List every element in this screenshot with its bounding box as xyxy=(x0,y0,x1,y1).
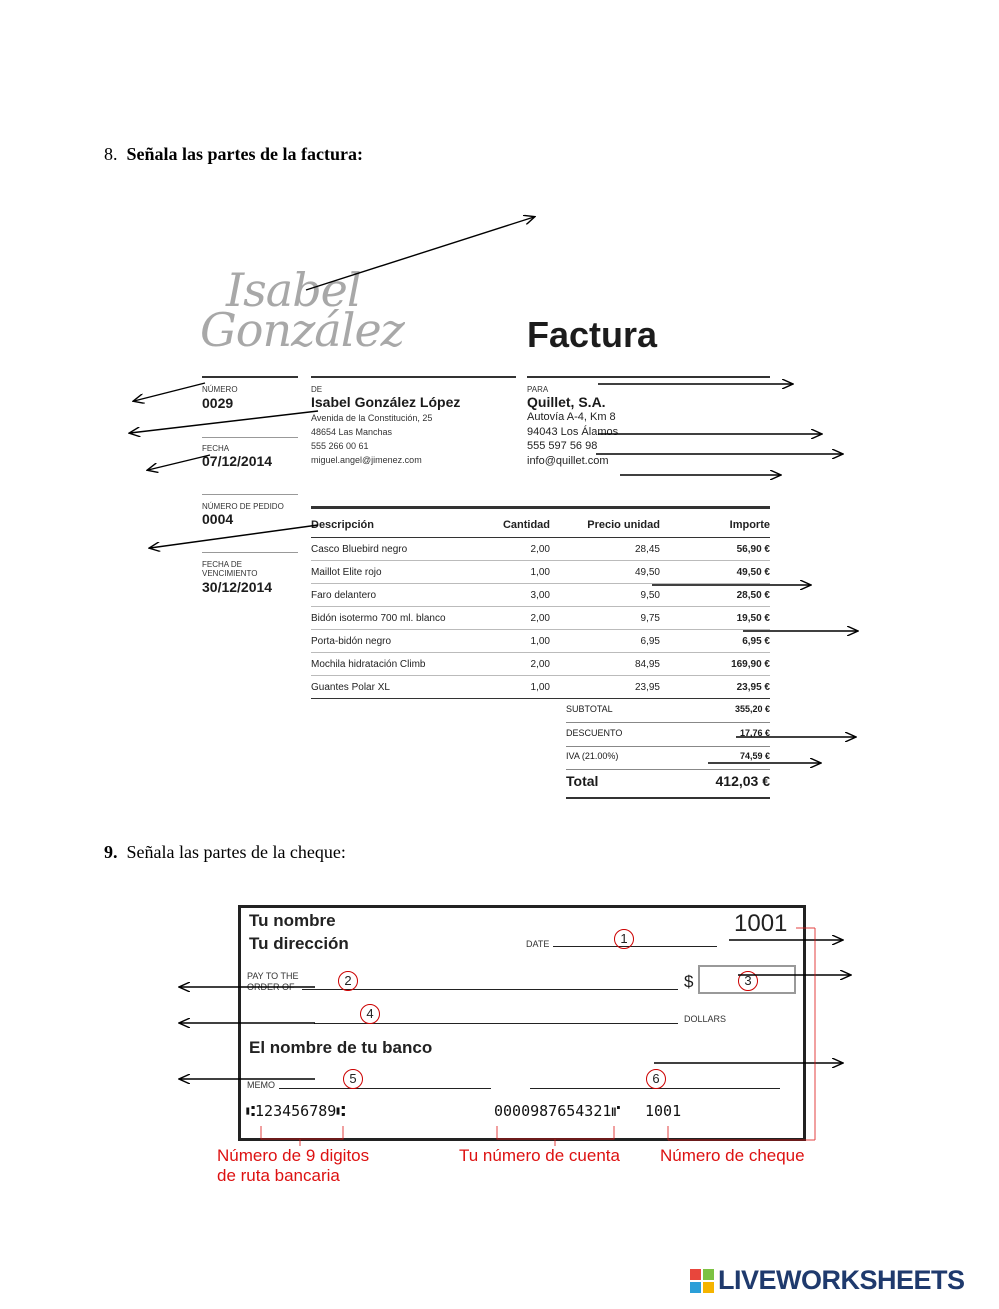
item-quantity: 2,00 xyxy=(460,653,550,676)
column-header: Descripción xyxy=(311,513,460,538)
item-amount: 28,50 € xyxy=(660,584,770,607)
question-number: 9. xyxy=(104,842,118,862)
question-text: Señala las partes de la cheque: xyxy=(126,842,346,862)
cheque-number: 1001 xyxy=(734,910,788,937)
pay-to-label-line: PAY TO THE xyxy=(247,971,299,981)
memo-label: MEMO xyxy=(247,1080,275,1090)
item-unit-price: 9,50 xyxy=(550,584,660,607)
fecha-value: 07/12/2014 xyxy=(202,453,273,469)
dollar-sign: $ xyxy=(684,972,694,991)
item-quantity: 2,00 xyxy=(460,607,550,630)
para-line: Autovía A-4, Km 8 xyxy=(527,411,616,423)
iva-value: 74,59 € xyxy=(739,751,770,761)
logo-line-2: González xyxy=(200,303,404,357)
brand-icon xyxy=(690,1269,714,1293)
item-amount: 19,50 € xyxy=(660,607,770,630)
subtotal-value: 355,20 € xyxy=(734,704,770,714)
item-unit-price: 84,95 xyxy=(550,653,660,676)
pedido-label: NÚMERO DE PEDIDO xyxy=(202,502,284,511)
item-description: Casco Bluebird negro xyxy=(311,538,460,561)
brand-name: LIVEWORKSHEETS xyxy=(718,1265,965,1295)
arrow xyxy=(134,383,205,401)
item-quantity: 2,00 xyxy=(460,538,550,561)
brand-logo xyxy=(690,1265,965,1296)
marker-3: 3 xyxy=(738,971,758,991)
de-name: Isabel González López xyxy=(311,394,461,410)
micr-symbol: ⑆ xyxy=(246,1102,256,1120)
item-quantity: 1,00 xyxy=(460,561,550,584)
check-number-note: Número de cheque xyxy=(660,1146,805,1165)
item-amount: 23,95 € xyxy=(660,676,770,699)
item-quantity: 3,00 xyxy=(460,584,550,607)
routing-note-line: de ruta bancaria xyxy=(217,1166,340,1185)
cheque-address: Tu dirección xyxy=(249,934,349,953)
de-line: 48654 Las Manchas xyxy=(311,427,393,437)
item-description: Porta-bidón negro xyxy=(311,630,460,653)
marker-4: 4 xyxy=(360,1004,380,1024)
marker-6: 6 xyxy=(646,1069,666,1089)
bank-name: El nombre de tu banco xyxy=(249,1038,433,1057)
marker-1: 1 xyxy=(614,929,634,949)
micr-symbol: ⑈ xyxy=(611,1102,621,1120)
arrow xyxy=(150,525,318,548)
para-line: info@quillet.com xyxy=(527,454,609,467)
vencimiento-label-1: FECHA DE xyxy=(202,560,243,569)
date-label: DATE xyxy=(526,939,550,949)
logo-line-1: Isabel xyxy=(226,263,361,317)
item-description: Guantes Polar XL xyxy=(311,676,460,699)
numero-value: 0029 xyxy=(202,395,234,411)
arrow xyxy=(148,455,210,470)
vencimiento-value: 30/12/2014 xyxy=(202,579,273,595)
item-amount: 56,90 € xyxy=(660,538,770,561)
item-amount: 169,90 € xyxy=(660,653,770,676)
item-quantity: 1,00 xyxy=(460,630,550,653)
total-value: 412,03 € xyxy=(715,773,770,789)
vencimiento-label-2: VENCIMIENTO xyxy=(202,569,258,578)
question-number: 8. xyxy=(104,144,118,164)
marker-5: 5 xyxy=(343,1069,363,1089)
account-number: 0000987654321 xyxy=(494,1102,612,1120)
account-note: Tu número de cuenta xyxy=(459,1146,620,1165)
item-quantity: 1,00 xyxy=(460,676,550,699)
item-amount: 49,50 € xyxy=(660,561,770,584)
item-description: Maillot Elite rojo xyxy=(311,561,460,584)
item-unit-price: 6,95 xyxy=(550,630,660,653)
de-line: miguel.angel@jimenez.com xyxy=(311,455,422,465)
item-unit-price: 23,95 xyxy=(550,676,660,699)
para-label: PARA xyxy=(527,385,549,394)
dollars-label: DOLLARS xyxy=(684,1014,727,1024)
fecha-label: FECHA xyxy=(202,444,230,453)
de-label: DE xyxy=(311,385,323,394)
item-description: Bidón isotermo 700 ml. blanco xyxy=(311,607,460,630)
item-unit-price: 28,45 xyxy=(550,538,660,561)
column-header: Precio unidad xyxy=(550,513,660,538)
column-header: Importe xyxy=(660,513,770,538)
descuento-value: 17,76 € xyxy=(739,728,770,738)
cheque-name: Tu nombre xyxy=(249,911,336,930)
subtotal-label: SUBTOTAL xyxy=(566,704,613,714)
account-bracket xyxy=(497,1126,614,1139)
arrow xyxy=(306,217,534,290)
iva-label: IVA (21.00%) xyxy=(566,751,619,761)
de-line: Avenida de la Constitución, 25 xyxy=(311,413,433,423)
numero-label: NÚMERO xyxy=(202,385,238,394)
arrow xyxy=(130,411,318,433)
question-text: Señala las partes de la factura: xyxy=(126,144,363,164)
routing-note-line: Número de 9 digitos xyxy=(217,1146,370,1165)
para-name: Quillet, S.A. xyxy=(527,394,606,410)
routing-bracket xyxy=(261,1126,343,1139)
para-line: 94043 Los Álamos xyxy=(527,425,619,438)
invoice-title: Factura xyxy=(527,314,658,355)
pedido-value: 0004 xyxy=(202,511,234,527)
check-micr: 1001 xyxy=(645,1102,682,1120)
column-header: Cantidad xyxy=(460,513,550,538)
descuento-label: DESCUENTO xyxy=(566,728,623,738)
item-description: Mochila hidratación Climb xyxy=(311,653,460,676)
marker-2: 2 xyxy=(338,971,358,991)
de-line: 555 266 00 61 xyxy=(311,441,369,451)
item-unit-price: 49,50 xyxy=(550,561,660,584)
routing-number: 123456789 xyxy=(255,1102,337,1120)
total-label: Total xyxy=(566,773,599,789)
item-unit-price: 9,75 xyxy=(550,607,660,630)
pay-to-label-line: ORDER OF xyxy=(247,982,295,992)
item-description: Faro delantero xyxy=(311,584,460,607)
micr-symbol: ⑆ xyxy=(336,1102,346,1120)
para-line: 555 597 56 98 xyxy=(527,440,598,452)
item-amount: 6,95 € xyxy=(660,630,770,653)
